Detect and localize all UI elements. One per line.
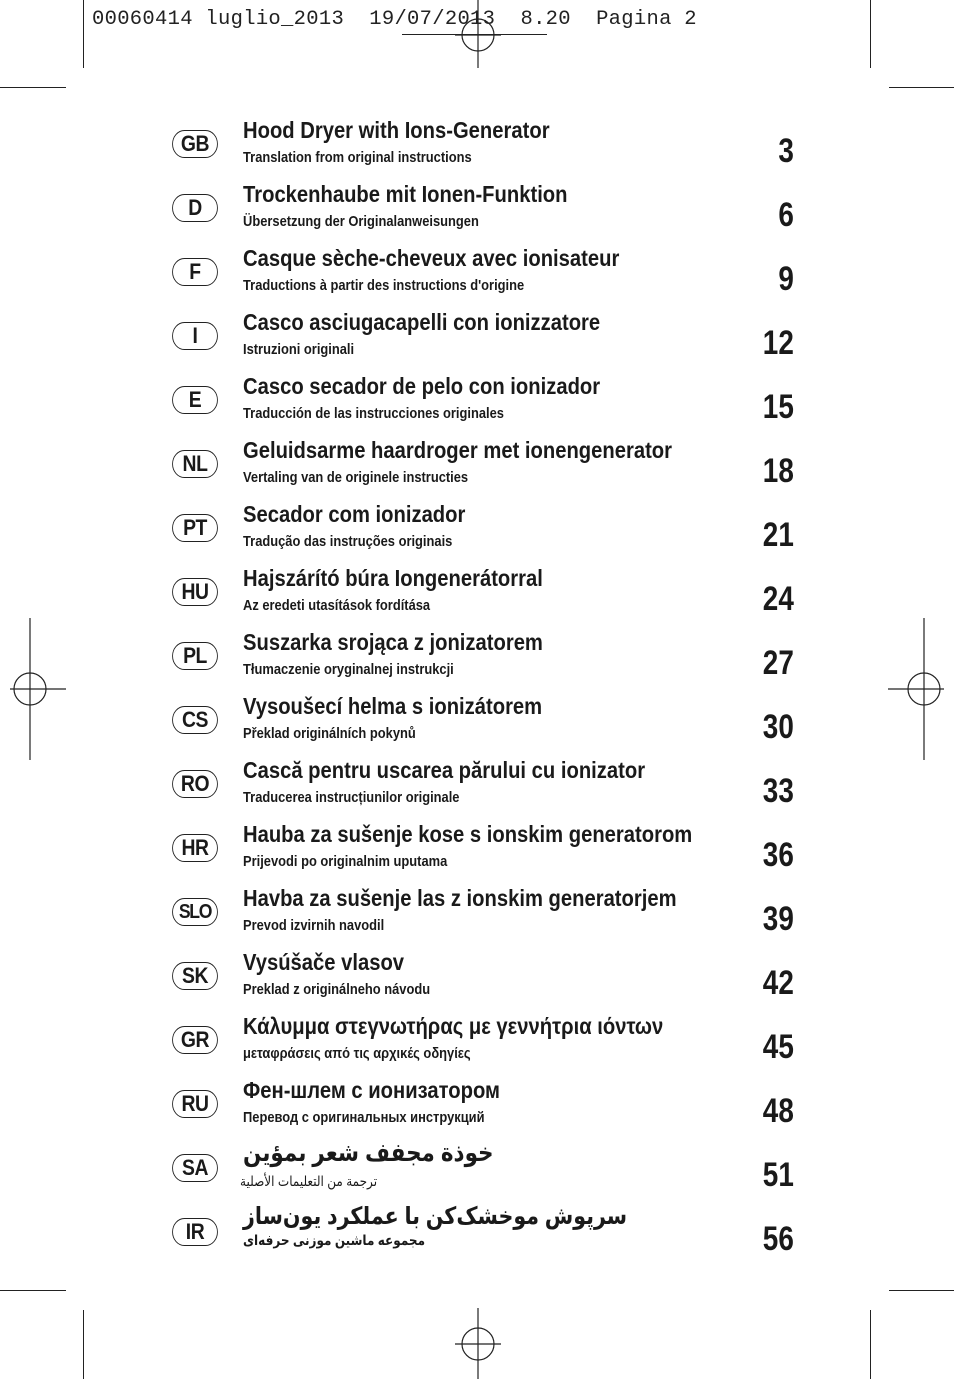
page-number: 51	[762, 1156, 794, 1194]
language-code-badge: PT	[172, 514, 218, 542]
entry-title: Hood Dryer with Ions-Generator	[243, 117, 550, 143]
language-code-badge: IR	[172, 1218, 218, 1246]
entry-subtitle: Перевод с оригинальных инструкций	[243, 1109, 485, 1126]
language-entry-nl[interactable]	[0, 438, 954, 502]
entry-subtitle: Az eredeti utasítások fordítása	[243, 597, 431, 614]
language-entry-i[interactable]	[0, 310, 954, 374]
language-entry-d[interactable]	[0, 182, 954, 246]
entry-title: Hajszárító búra Iongenerátorral	[243, 565, 543, 591]
page-number: 42	[762, 964, 794, 1002]
entry-title: Geluidsarme haardroger met ionengenerator	[243, 437, 673, 463]
page-number: 24	[762, 580, 794, 618]
crop-mark-top-right-h	[889, 87, 954, 88]
entry-subtitle: Traducción de las instrucciones originales	[243, 405, 504, 422]
entry-title: خوذة مجفف شعر بمؤين	[243, 1139, 494, 1167]
entry-subtitle: Prevod izvirnih navodil	[243, 917, 385, 934]
language-code-badge: E	[172, 386, 218, 414]
crop-mark-top-right-v	[870, 0, 871, 68]
language-entry-e[interactable]	[0, 374, 954, 438]
language-entry-slo[interactable]	[0, 886, 954, 950]
entry-title: Фен-шлем с ионизатором	[243, 1077, 501, 1103]
page-number: 48	[762, 1092, 794, 1130]
entry-title: سرپوش موخشک‌کن با عملکرد یون‌ساز	[243, 1203, 628, 1230]
entry-subtitle: مجموعه ماشین موزنی حرفه‌ای	[243, 1232, 426, 1248]
language-entry-hu[interactable]	[0, 566, 954, 630]
entry-title: Vysúšače vlasov	[243, 949, 405, 975]
page-number: 27	[762, 644, 794, 682]
language-entry-hr[interactable]	[0, 822, 954, 886]
crop-mark-top-left-v	[83, 0, 84, 68]
entry-title: Casco secador de pelo con ionizador	[243, 373, 601, 399]
entry-subtitle: Translation from original instructions	[243, 149, 472, 166]
entry-subtitle: Istruzioni originali	[243, 341, 355, 358]
language-entry-f[interactable]	[0, 246, 954, 310]
entry-subtitle: Preklad z originálneho návodu	[243, 981, 431, 998]
language-code-badge: SLO	[172, 898, 218, 926]
crop-mark-bottom-right-h	[889, 1290, 954, 1291]
language-entry-cs[interactable]	[0, 694, 954, 758]
entry-title: Hauba za sušenje kose s ionskim generatorom	[243, 821, 693, 847]
crop-mark-top-left-h	[0, 87, 66, 88]
language-entry-pt[interactable]	[0, 502, 954, 566]
language-code-badge: F	[172, 258, 218, 286]
entry-subtitle: Tradução das instruções originais	[243, 533, 453, 550]
entry-subtitle: μεταφράσεις από τις αρχικές οδηγίες	[243, 1045, 471, 1062]
language-entry-gr[interactable]	[0, 1014, 954, 1078]
language-code-badge: RU	[172, 1090, 218, 1118]
crop-mark-bottom-right-v	[870, 1310, 871, 1379]
language-entry-sa[interactable]	[0, 1139, 954, 1206]
entry-subtitle: Traducerea instrucțiunilor originale	[243, 789, 460, 806]
language-code-badge: NL	[172, 450, 218, 478]
page-number: 12	[762, 324, 794, 362]
language-entry-gb[interactable]	[0, 118, 954, 182]
language-entry-ir[interactable]	[0, 1203, 954, 1270]
entry-title: Casco asciugacapelli con ionizzatore	[243, 309, 601, 335]
page-number: 15	[762, 388, 794, 426]
language-code-badge: HR	[172, 834, 218, 862]
page-number: 56	[762, 1220, 794, 1258]
entry-subtitle: Übersetzung der Originalanweisungen	[243, 213, 479, 230]
registration-mark-bottom-icon	[455, 1308, 501, 1379]
page-number: 45	[762, 1028, 794, 1066]
page-number: 30	[762, 708, 794, 746]
language-code-badge: GB	[172, 130, 218, 158]
entry-subtitle: Vertaling van de originele instructies	[243, 469, 469, 486]
crop-mark-bottom-left-h	[0, 1290, 66, 1291]
entry-subtitle: Traductions à partir des instructions d'origine	[243, 277, 525, 294]
entry-title: Secador com ionizador	[243, 501, 466, 527]
page-number: 3	[778, 132, 794, 170]
page-number: 9	[778, 260, 794, 298]
page-number: 21	[762, 516, 794, 554]
language-entry-sk[interactable]	[0, 950, 954, 1014]
entry-subtitle: Prijevodi po originalnim uputama	[243, 853, 448, 870]
entry-title: Suszarka srojąca z jonizatorem	[243, 629, 543, 655]
entry-title: Trockenhaube mit Ionen-Funktion	[243, 181, 568, 207]
language-entry-pl[interactable]	[0, 630, 954, 694]
language-code-badge: SA	[172, 1154, 218, 1182]
language-code-badge: HU	[172, 578, 218, 606]
registration-mark-top-icon	[455, 0, 501, 68]
language-entry-ru[interactable]	[0, 1078, 954, 1142]
language-code-badge: GR	[172, 1026, 218, 1054]
page-number: 39	[762, 900, 794, 938]
entry-title: Havba za sušenje las z ionskim generatorjem	[243, 885, 677, 911]
page-number: 36	[762, 836, 794, 874]
language-code-badge: PL	[172, 642, 218, 670]
entry-subtitle: ترجمة من التعليمات الأصلية	[240, 1173, 378, 1189]
language-entry-ro[interactable]	[0, 758, 954, 822]
entry-subtitle: Tłumaczenie oryginalnej instrukcji	[243, 661, 454, 678]
page-number: 33	[762, 772, 794, 810]
page-number: 18	[762, 452, 794, 490]
language-code-badge: RO	[172, 770, 218, 798]
crop-mark-bottom-left-v	[83, 1310, 84, 1379]
page-number: 6	[778, 196, 794, 234]
language-code-badge: SK	[172, 962, 218, 990]
print-slug: 00060414 luglio_2013 19/07/2013 8.20 Pagina 2	[92, 8, 697, 31]
entry-subtitle: Překlad originálních pokynů	[243, 725, 416, 742]
entry-title: Vysoušecí helma s ionizátorem	[243, 693, 543, 719]
language-code-badge: CS	[172, 706, 218, 734]
entry-title: Casque sèche-cheveux avec ionisateur	[243, 245, 620, 271]
language-code-badge: I	[172, 322, 218, 350]
entry-title: Cască pentru uscarea părului cu ionizator	[243, 757, 646, 783]
entry-title: Κάλυμμα στεγνωτήρας με γεννήτρια ιόντων	[243, 1013, 664, 1039]
language-code-badge: D	[172, 194, 218, 222]
